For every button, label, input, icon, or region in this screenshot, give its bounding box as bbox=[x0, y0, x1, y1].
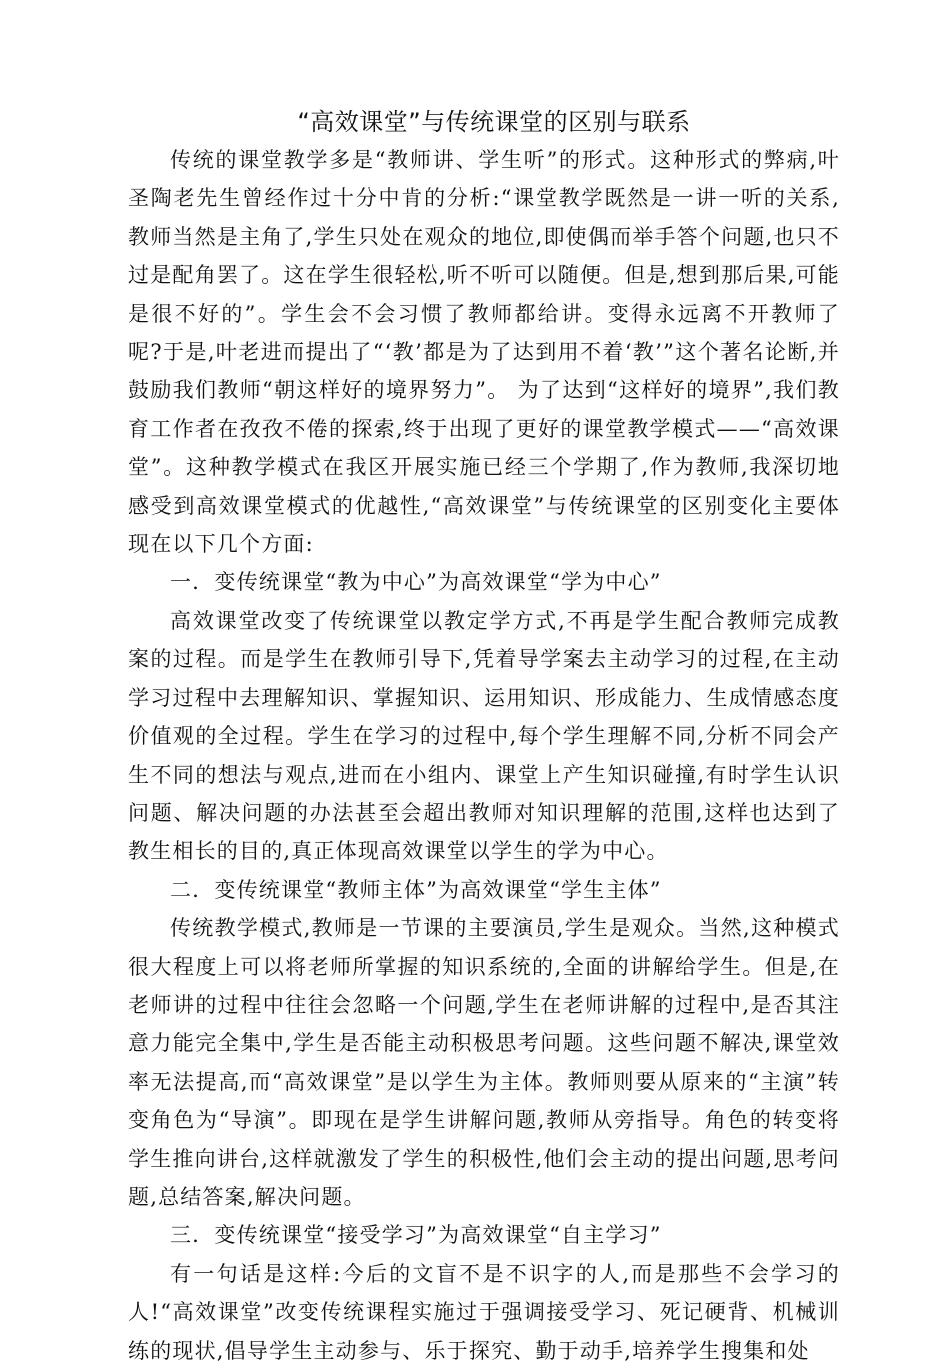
section-body-1: 高效课堂改变了传统课堂以教定学方式,不再是学生配合教师完成教案的过程。而是学生在教师引导下,凭着导学案去主动学习的过程,在主动学习过程中去理解知识、掌握知识、运用知识、形成能力、生成情感态度价值观的全过程。学生在学习的过程中,每个学生理解不同,分析不同会产生不同的想法与观点,进而在小组内、课堂上产生知识碰撞,有时学生认识问题、解决问题的办法甚至会超出教师对知识理解的范围,这样也达到了教生相长的目的,真正体现高效课堂以学生的学为中心。 bbox=[128, 608, 840, 864]
section-heading-1: 一．变传统课堂“教为中心”为高效课堂“学为中心” bbox=[170, 570, 662, 595]
section-body-3: 有一句话是这样:今后的文盲不是不识字的人,而是那些不会学习的人!“高效课堂”改变传统课程实施过于强调接受学习、死记硬背、机械训练的现状,倡导学生主动参与、乐于探究、勤于动手,培养学生搜集和处 bbox=[128, 1261, 840, 1363]
document-title: “高效课堂”与传统课堂的区别与联系 bbox=[297, 108, 691, 136]
intro-paragraph: 传统的课堂教学多是“教师讲、学生听”的形式。这种形式的弊病,叶圣陶老先生曾经作过十分中肯的分析:“课堂教学既然是一讲一听的关系,教师当然是主角了,学生只处在观众的地位,即使偶而举手答个问题,也只不过是配角罢了。这在学生很轻松,听不听可以随便。但是,想到那后果,可能是很不好的”。学生会不会习惯了教师都给讲。变得永远离不开教师了呢?于是,叶老进而提出了“‘教’都是为了达到用不着‘教’”这个著名论断,并鼓励我们教师“朝这样好的境界努力”。 为了达到“这样好的境界”,我们教育工作者在孜孜不倦的探索,终于出现了更好的课堂教学模式——“高效课堂”。这种教学模式在我区开展实施已经三个学期了,作为教师,我深切地感受到高效课堂模式的优越性,“高效课堂”与传统课堂的区别变化主要体现在以下几个方面: bbox=[128, 148, 840, 557]
section-heading-3: 三．变传统课堂“接受学习”为高效课堂“自主学习” bbox=[170, 1223, 662, 1248]
document-content bbox=[128, 103, 840, 1370]
section-body-2: 传统教学模式,教师是一节课的主要演员,学生是观众。当然,这种模式很大程度上可以将老师所掌握的知识系统的,全面的讲解给学生。但是,在老师讲的过程中往往会忽略一个问题,学生在老师讲解的过程中,是否其注意力能完全集中,学生是否能主动积极思考问题。这些问题不解决,课堂效率无法提高,而“高效课堂”是以学生为主体。教师则要从原来的“主演”转变角色为“导演”。即现在是学生讲解问题,教师从旁指导。角色的转变将学生推向讲台,这样就激发了学生的积极性,他们会主动的提出问题,思考问题,总结答案,解决问题。 bbox=[128, 916, 840, 1209]
section-heading-2: 二．变传统课堂“教师主体”为高效课堂“学生主体” bbox=[170, 877, 662, 902]
